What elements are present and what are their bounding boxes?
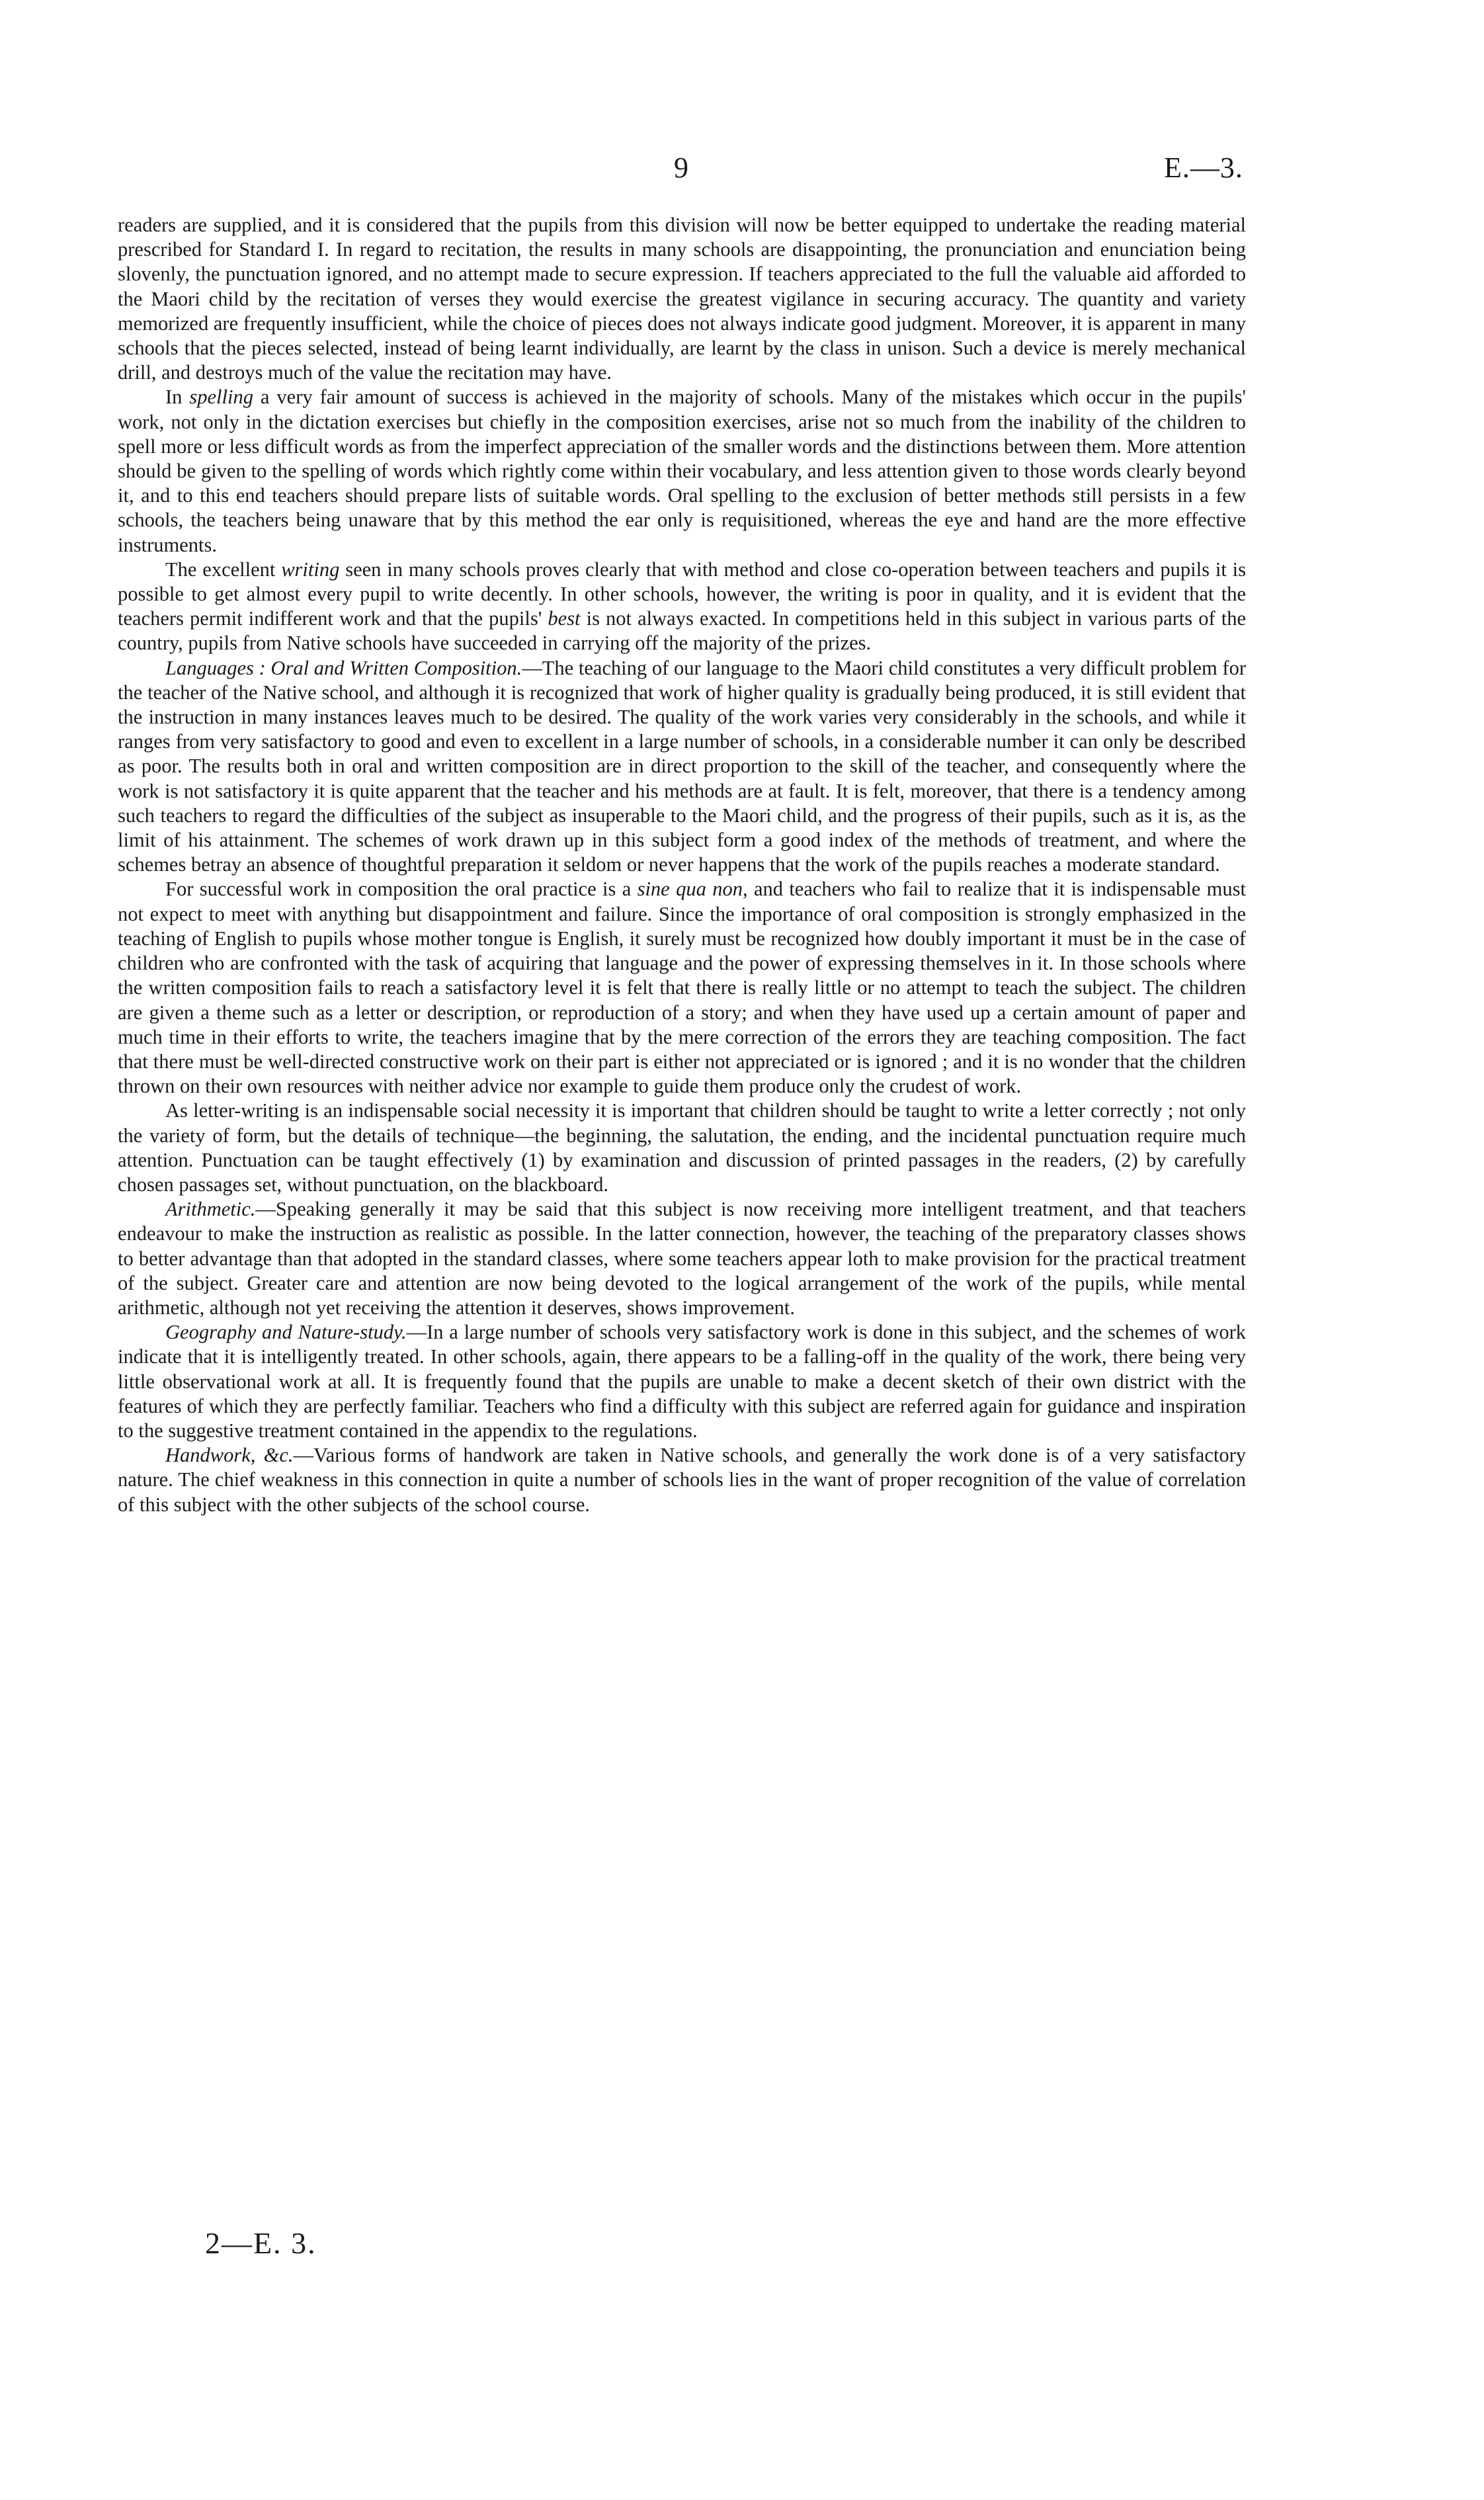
- paragraph-text: As letter-writing is an indispensable social necessity it is important that children should be taught to write a letter correctly ; not only the variety of form, but the details of technique—the beginning, the salutation, the ending, and the incidental punctuation require much attention. Punctuation can be taught effectively (1) by examination and discussion of printed passages in the readers, (2) by carefully chosen passages set, without punctuation, on the blackboard.: [118, 1099, 1246, 1196]
- paragraph-oral-practice: [118, 877, 1246, 1099]
- paragraph-tail: is not always exacted. In competitions held in this subject in various parts of the country, pupils from Native schools have succeeded in carrying off the majority of the prizes.: [118, 607, 1247, 655]
- paragraph-pre: In: [165, 386, 190, 409]
- paragraph-letter-writing: [118, 1099, 1246, 1197]
- paragraph-text: —The teaching of our language to the Maori child constitutes a very difficult problem for the teacher of the Native school, and although it is recognized that work of higher quality is gradually being produced, it is still evident that the instruction in many instances leaves much to be desired. The quality of the work varies very considerably in the schools, and while it ranges from very satisfactory to good and even to excellent in a large number of schools, in a considerable number it can only be described as poor. The results both in oral and written composition are in direct proportion to the skill of the teacher, and consequently where the work is not satisfactory it is quite apparent that the teacher and his methods are at fault. It is felt, moreover, that there is a tendency among such teachers to regard the difficulties of the subject as insuperable to the Maori child, and the progress of their pupils, such as it is, as the limit of his attainment. The schemes of work drawn up in this subject form a good index of the methods of treatment, and where the schemes betray an absence of thoughtful preparation it seldom or never happens that the work of the pupils reaches a moderate standard.: [118, 656, 1246, 876]
- paragraph-text: , and teachers who fail to realize that it is indispensable must not expect to meet with anything but disappointment and failure. Since the importance of oral composition is strongly emphasized in the teaching of English to pupils whose mother tongue is English, it surely must be recognized how doubly important it must be in the case of children who are confronted with the task of acquiring that language and the power of expressing themselves in it. In those schools where the written composition fails to reach a satisfactory level it is felt that there is really little or no attempt to teach the subject. The children are given a theme such as a letter or description, or reproduction of a story; and when they have used up a certain amount of paper and much time in their efforts to write, the teachers imagine that by the mere correction of the errors they are teaching composition. The fact that there must be well-directed constructive work on their part is either not appreciated or is ignored ; and it is no wonder that the children thrown on their own resources with neither advice nor example to guide them produce only the crudest of work.: [118, 878, 1246, 1098]
- paragraph-text: readers are supplied, and it is considered that the pupils from this division will now be better equipped to undertake the reading material prescribed for Standard I. In regard to recitation, the results in many schools are disappointing, the pronunciation and enunciation being slovenly, the punctuation ignored, and no attempt made to secure expression. If teachers appreciated to the full the valuable aid afforded to the Maori child by the recitation of verses they would exercise the greatest vigilance in securing accuracy. The quantity and variety memorized are frequently insufficient, while the choice of pieces does not always indicate good judgment. Moreover, it is apparent in many schools that the pieces selected, instead of being learnt individually, are learnt by the class in unison. Such a device is merely mechanical drill, and destroys much of the value the recitation may have.: [118, 214, 1246, 384]
- paragraph-pre: The excellent: [165, 558, 282, 581]
- paragraph-arithmetic: [118, 1197, 1246, 1320]
- paragraph-lead: sine qua non: [637, 878, 743, 901]
- paragraph-text: —In a large number of schools very satisfactory work is done in this subject, and the schemes of work indicate that it is intelligently treated. In other schools, again, there appears to be a falling-off in the quality of the work, there being very little observational work at all. It is frequently found that the pupils are unable to make a decent sketch of their own district with the features of which they are perfectly familiar. Teachers who find a difficulty with this subject are referred again for guidance and inspiration to the suggestive treatment contained in the appendix to the regulations.: [118, 1321, 1246, 1442]
- paragraph-emphasis: best: [548, 607, 581, 630]
- paragraph-composition: [118, 656, 1246, 878]
- paragraph-reading-recitation: [118, 213, 1246, 385]
- paragraph-lead: Arithmetic.: [165, 1198, 256, 1221]
- paragraph-lead: spelling: [189, 386, 253, 409]
- paragraph-lead: writing: [281, 558, 340, 581]
- paragraph-text: —Various forms of handwork are taken in Native schools, and generally the work done is of a very satisfactory nature. The chief weakness in this connection in quite a number of schools lies in the want of proper recognition of the value of correlation of this subject with the other subjects of the school course.: [118, 1444, 1246, 1516]
- paragraph-pre: For successful work in composition the oral practice is a: [165, 878, 638, 901]
- paragraph-lead: Languages : Oral and Written Composition.: [165, 656, 522, 679]
- paragraph-text: seen in many schools proves clearly that with method and close co-operation between teachers and pupils it is possible to get almost every pupil to write decently. In other schools, however, the writing is poor in quality, and it is evident that the teachers permit indifferent work and that the pupils': [118, 558, 1246, 630]
- document-reference: E.—3.: [1164, 151, 1243, 184]
- body-text: [118, 213, 1246, 1517]
- footer-signature: 2—E. 3.: [205, 2226, 317, 2260]
- paragraph-text: —Speaking generally it may be said that this subject is now receiving more intelligent treatment, and that teachers endeavour to make the instruction as realistic as possible. In the latter connection, however, the teaching of the preparatory classes shows to better advantage than that adopted in the standard classes, where some teachers appear loth to make provision for the practical treatment of the subject. Greater care and attention are now being devoted to the logical arrangement of the work of the pupils, while mental arithmetic, although not yet receiving the attention it deserves, shows improvement.: [118, 1198, 1246, 1319]
- paragraph-writing: [118, 558, 1246, 656]
- paragraph-text: a very fair amount of success is achieved in the majority of schools. Many of the mistakes which occur in the pupils' work, not only in the dictation exercises but chiefly in the composition exercises, arise not so much from the inability of the children to spell more or less difficult words as from the imperfect appreciation of the smaller words and the distinctions between them. More attention should be given to the spelling of words which rightly come within their vocabulary, and less attention given to those words clearly beyond it, and to this end teachers should prepare lists of suitable words. Oral spelling to the exclusion of better methods still persists in a few schools, the teachers being unaware that by this method the ear only is requisitioned, whereas the eye and hand are the more effective instruments.: [118, 386, 1246, 556]
- paragraph-lead: Geography and Nature-study.: [165, 1321, 407, 1344]
- page-number: 9: [674, 151, 688, 184]
- paragraph-geography: [118, 1320, 1246, 1443]
- paragraph-spelling: [118, 385, 1246, 557]
- paragraph-handwork: [118, 1443, 1246, 1517]
- paragraph-lead: Handwork, &c.: [165, 1444, 294, 1467]
